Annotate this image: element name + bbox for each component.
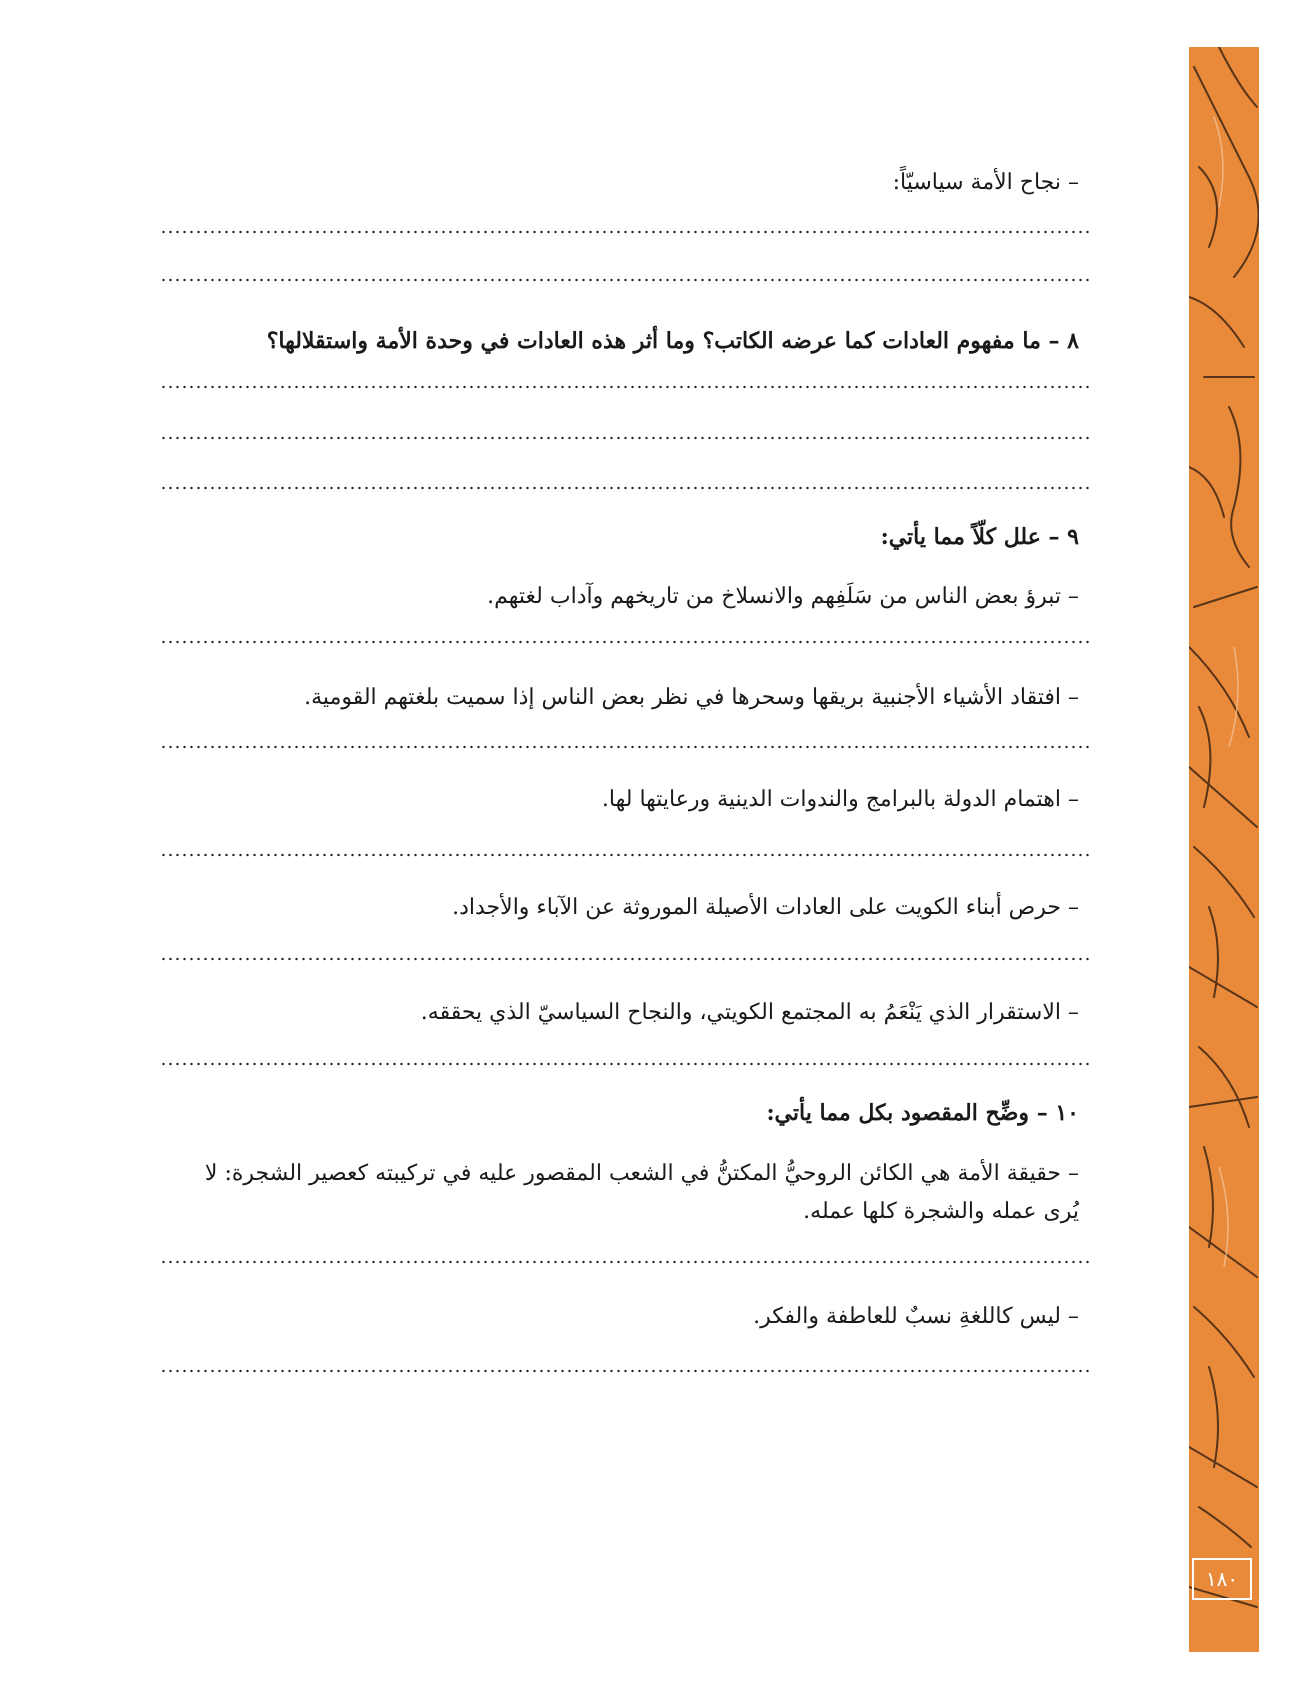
answer-line[interactable]: [160, 957, 1090, 961]
answer-line[interactable]: [160, 1260, 1090, 1264]
answer-line[interactable]: [160, 278, 1090, 282]
answer-line[interactable]: [160, 853, 1090, 857]
answer-line[interactable]: [160, 436, 1090, 440]
answer-line[interactable]: [160, 486, 1090, 490]
decorative-sidebar: [1189, 47, 1259, 1652]
question-8: ٨ – ما مفهوم العادات كما عرضه الكاتب؟ وما أثر هذه العادات في وحدة الأمة واستقلالها؟: [266, 328, 1079, 354]
item-language-kinship: – ليس كاللغةِ نسبٌ للعاطفة والفكر.: [753, 1304, 1079, 1329]
page-number: ١٨٠: [1192, 1558, 1252, 1600]
answer-line[interactable]: [160, 385, 1090, 389]
answer-line[interactable]: [160, 1062, 1090, 1066]
item-religious-programs: – اهتمام الدولة بالبرامج والندوات الدينية ورعايتها لها.: [601, 787, 1079, 812]
branch-pattern-icon: [1189, 47, 1259, 1652]
item-disowning-ancestors: – تبرؤ بعض الناس من سَلَفِهم والانسلاخ من تاريخهم وآداب لغتهم.: [487, 584, 1079, 609]
item-foreign-things: – افتقاد الأشياء الأجنبية بريقها وسحرها في نظر بعض الناس إذا سميت بلغتهم القومية.: [304, 685, 1079, 710]
item-kuwait-customs: – حرص أبناء الكويت على العادات الأصيلة الموروثة عن الآباء والأجداد.: [452, 895, 1079, 920]
item-stability: – الاستقرار الذي يَنْعَمُ به المجتمع الكويتي، والنجاح السياسيّ الذي يحققه.: [420, 1000, 1079, 1025]
question-10: ١٠ – وضِّح المقصود بكل مما يأتي:: [766, 1100, 1079, 1126]
answer-line[interactable]: [160, 1369, 1090, 1373]
question-9: ٩ – علل كلّاً مما يأتي:: [880, 524, 1079, 550]
item-political-success: – نجاح الأمة سياسيّاً:: [892, 170, 1079, 195]
item-nation-essence: – حقيقة الأمة هي الكائن الروحيُّ المكتنُّ في الشعب المقصور عليه في تركيبته كعصير الشجرة: لا يُرى عمله والشجرة كلها عمله.: [204, 1161, 1079, 1224]
answer-line[interactable]: [160, 745, 1090, 749]
answer-line[interactable]: [160, 640, 1090, 644]
answer-line[interactable]: [160, 230, 1090, 234]
